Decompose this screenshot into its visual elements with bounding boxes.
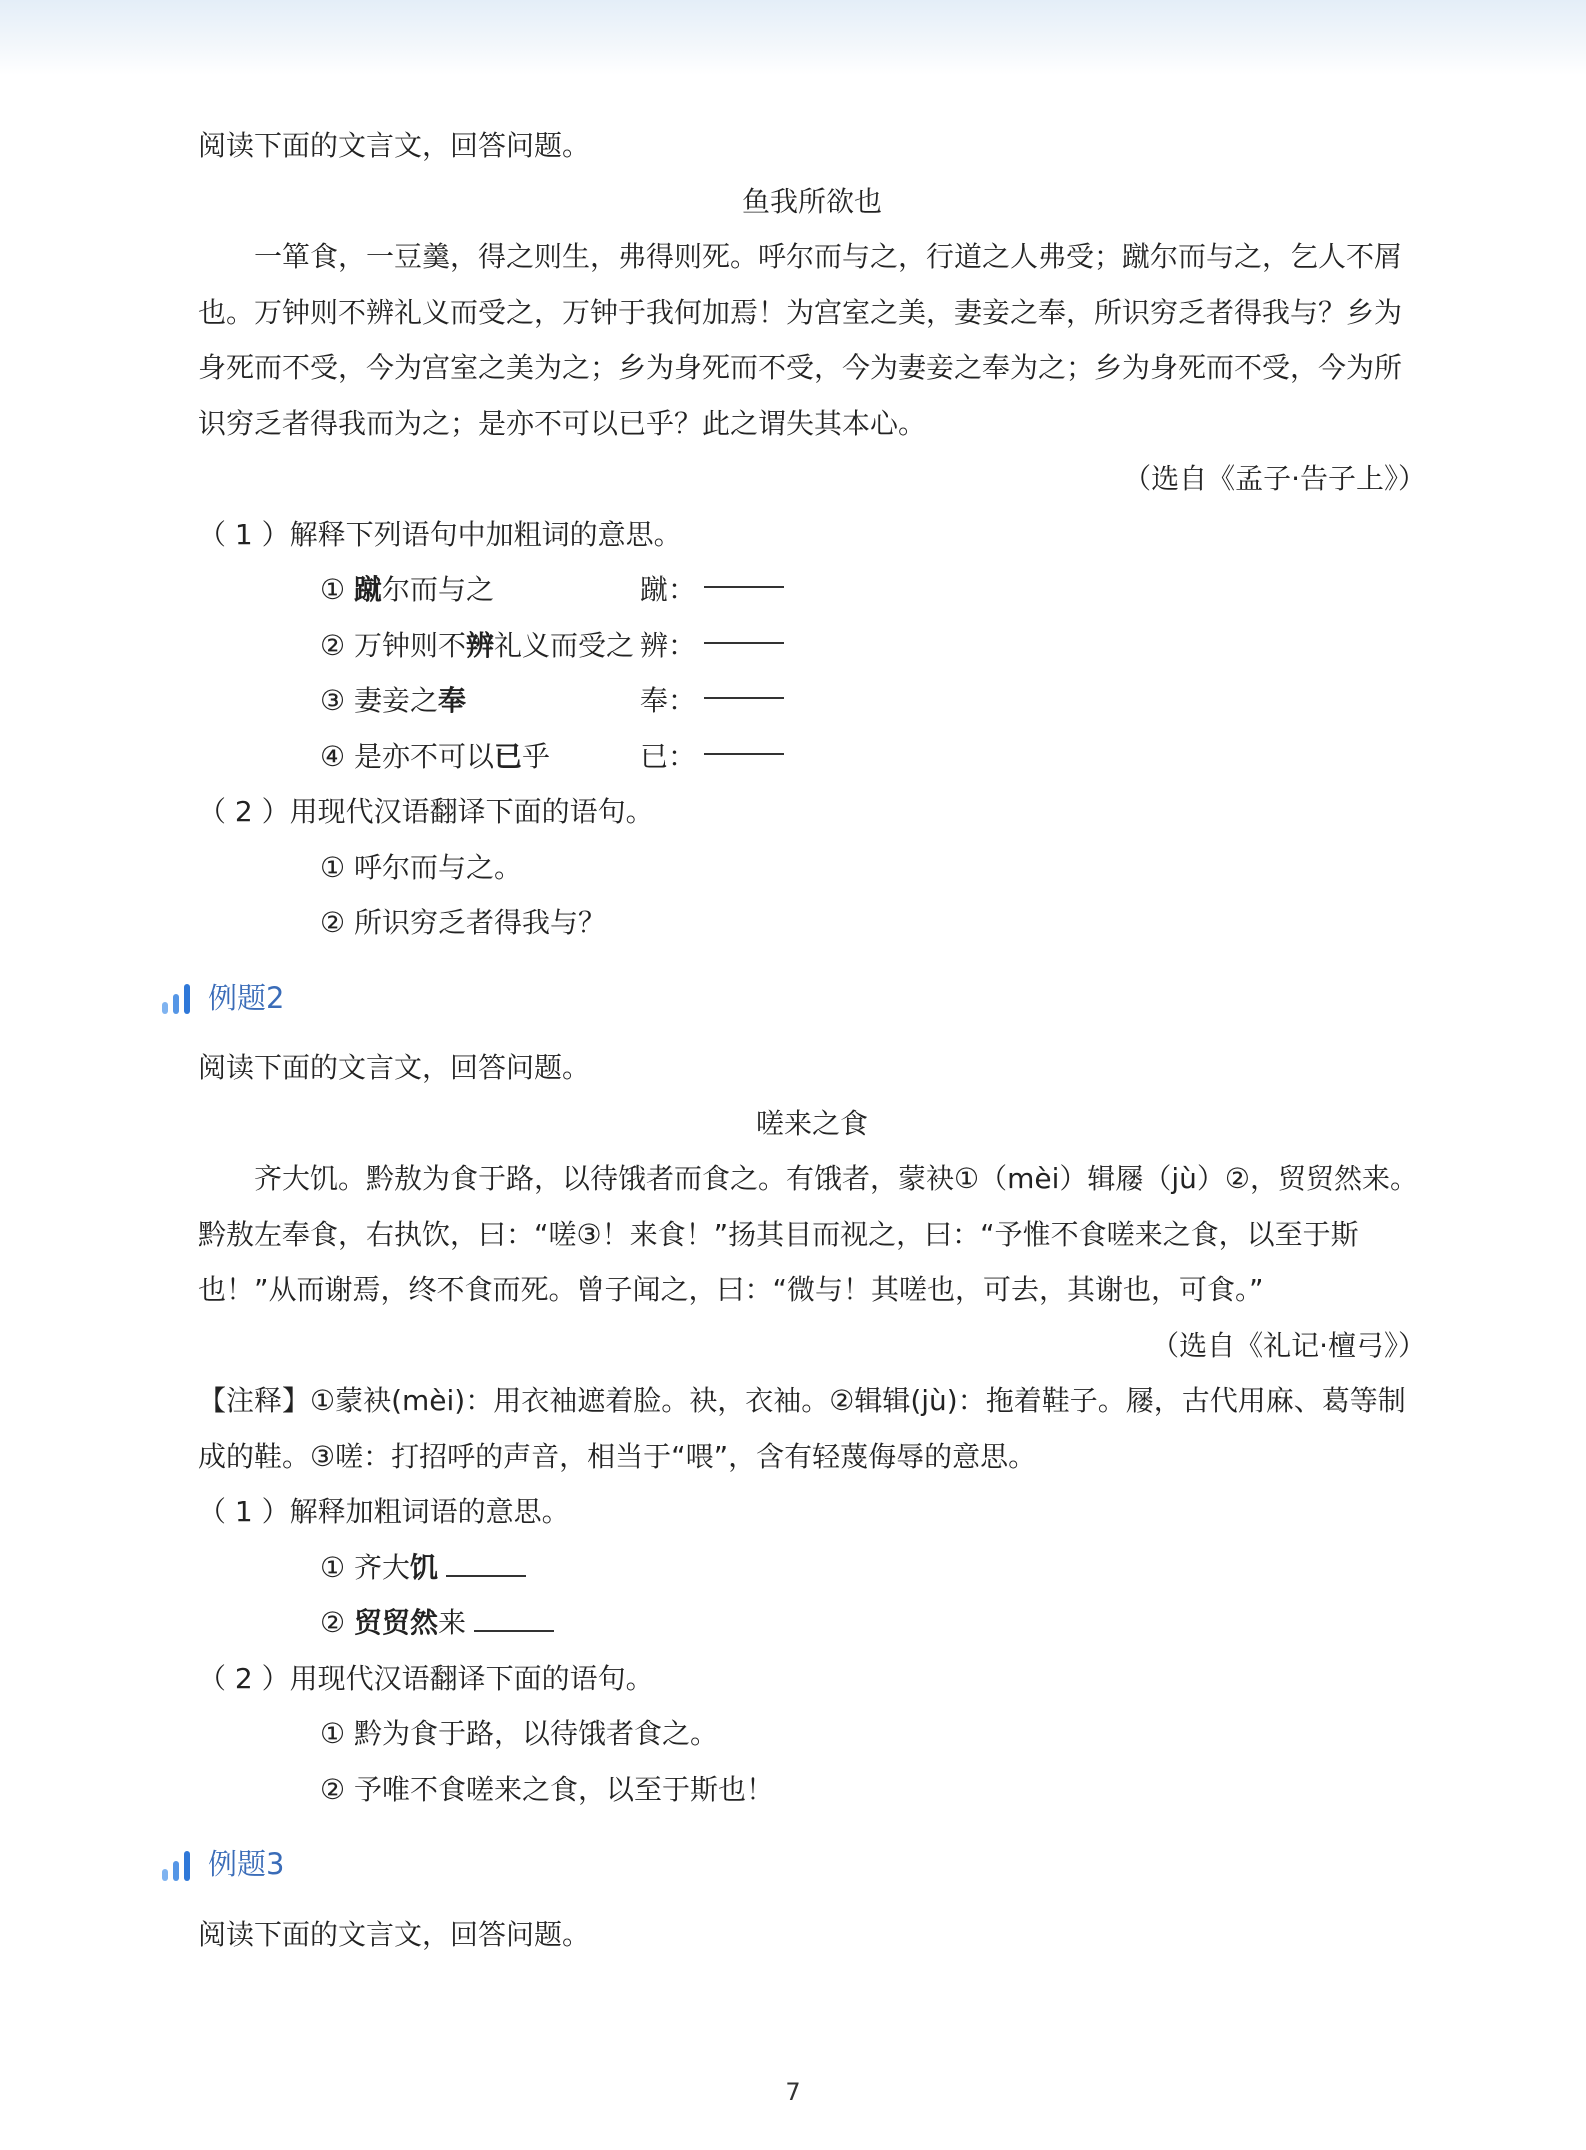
item-text-post: 来	[438, 1606, 467, 1639]
example3-heading	[162, 1837, 1426, 1893]
answer-blank[interactable]	[474, 1606, 554, 1632]
p1-q1-item-2	[198, 618, 1426, 674]
p1-q1-items	[198, 562, 1426, 784]
item-bold-word: 奉	[438, 684, 467, 717]
example2-title: 嗟来之食	[755, 1106, 868, 1140]
answer-key: 辨：	[640, 628, 697, 662]
e2-q1-prompt: （ 1 ）解释加粗词语的意思。	[198, 1495, 570, 1528]
p1-q2-item-1: ① 呼尔而与之。	[320, 850, 523, 884]
answer-key: 蹴：	[640, 573, 697, 606]
intro-text: 阅读下面的文言文，回答问题。	[198, 129, 591, 162]
answer-blank[interactable]	[704, 729, 784, 755]
e2-q2-item-2: ② 予唯不食嗟来之食，以至于斯也！	[320, 1772, 775, 1806]
page-header-band	[0, 0, 1586, 75]
answer-blank[interactable]	[704, 562, 784, 588]
item-bold-word: 贸贸然	[354, 1606, 439, 1639]
item-bold-word: 饥	[410, 1550, 439, 1584]
e2-q1-item-1	[198, 1540, 1426, 1596]
item-text-post: 乎	[522, 739, 551, 773]
e2-q2-item-1: ① 黔为食于路，以待饿者食之。	[320, 1717, 719, 1750]
example2-heading-label: 例题2	[208, 980, 285, 1015]
p1-q2-item-2: ② 所识穷乏者得我与？	[320, 906, 607, 939]
p1-q1-item-4	[198, 729, 1426, 785]
item-text-pre: 齐大	[354, 1550, 411, 1584]
example2-source: （选自《礼记·檀弓》）	[1151, 1328, 1426, 1362]
item-number: ②	[320, 1606, 346, 1639]
passage1-source: （选自《孟子·告子上》）	[1123, 462, 1426, 495]
item-number: ①	[320, 1550, 346, 1584]
example2-text: 齐大饥。黔敖为食于路，以待饿者而食之。有饿者，蒙袂①（mèi）辑屦（jù）②，贸贸然来。黔敖左奉食，右执饮，曰：“嗟③！来食！”扬其目而视之，曰：“予惟不食嗟来之食，以至于斯也！”从而谢焉，终不食而死。曾子闻之，曰：“微与！其嗟也，可去，其谢也，可食。”	[198, 1162, 1419, 1306]
answer-blank[interactable]	[704, 618, 784, 644]
page-number: 7	[785, 2078, 801, 2106]
item-number: ②	[320, 628, 346, 662]
item-text-pre: 万钟则不	[354, 628, 467, 662]
answer-key: 已：	[640, 739, 697, 773]
item-number: ④	[320, 739, 346, 773]
item-text-post: 尔而与之	[382, 573, 495, 606]
answer-blank[interactable]	[704, 673, 784, 699]
document-body	[198, 118, 1426, 1962]
p1-q1-item-3	[198, 673, 1426, 729]
passage1-title: 鱼我所欲也	[741, 184, 882, 218]
item-bold-word: 蹴	[354, 573, 383, 606]
item-text-pre: 是亦不可以	[354, 739, 495, 773]
example2-intro: 阅读下面的文言文，回答问题。	[198, 1051, 591, 1084]
item-bold-word: 辨	[466, 628, 495, 662]
item-number: ③	[320, 684, 346, 717]
bar-chart-icon	[162, 982, 190, 1014]
example2-heading	[162, 971, 1426, 1027]
item-bold-word: 已	[494, 739, 523, 773]
item-text-post: 礼义而受之	[494, 628, 635, 662]
p1-q1-prompt: （ 1 ）解释下列语句中加粗词的意思。	[198, 517, 682, 551]
passage1-text: 一箪食，一豆羹，得之则生，弗得则死。呼尔而与之，行道之人弗受；蹴尔而与之，乞人不屑也。万钟则不辨礼义而受之，万钟于我何加焉！为宫室之美，妻妾之奉，所识穷乏者得我与？乡为身死而不受，今为宫室之美为之；乡为身死而不受，今为妻妾之奉为之；乡为身死而不受，今为所识穷乏者得我而为之；是亦不可以已乎？此之谓失其本心。	[198, 240, 1403, 440]
example3-intro: 阅读下面的文言文，回答问题。	[198, 1917, 591, 1951]
p1-q2-prompt: （ 2 ）用现代汉语翻译下面的语句。	[198, 795, 654, 828]
example2-note: 【注释】①蒙袂(mèi)：用衣袖遮着脸。袂，衣袖。②辑辑(jù)：拖着鞋子。屦，古代用麻、葛等制成的鞋。③嗟：打招呼的声音，相当于“喂”，含有轻蔑侮辱的意思。	[198, 1384, 1406, 1473]
item-number: ①	[320, 573, 346, 606]
item-text-pre: 妻妾之	[354, 684, 439, 717]
example3-heading-label: 例题3	[208, 1847, 285, 1881]
answer-key: 奉：	[640, 684, 697, 717]
bar-chart-icon	[162, 1849, 190, 1881]
e2-q2-prompt: （ 2 ）用现代汉语翻译下面的语句。	[198, 1661, 654, 1695]
answer-blank[interactable]	[446, 1551, 526, 1577]
e2-q1-item-2	[198, 1595, 1426, 1651]
p1-q1-item-1	[198, 562, 1426, 618]
